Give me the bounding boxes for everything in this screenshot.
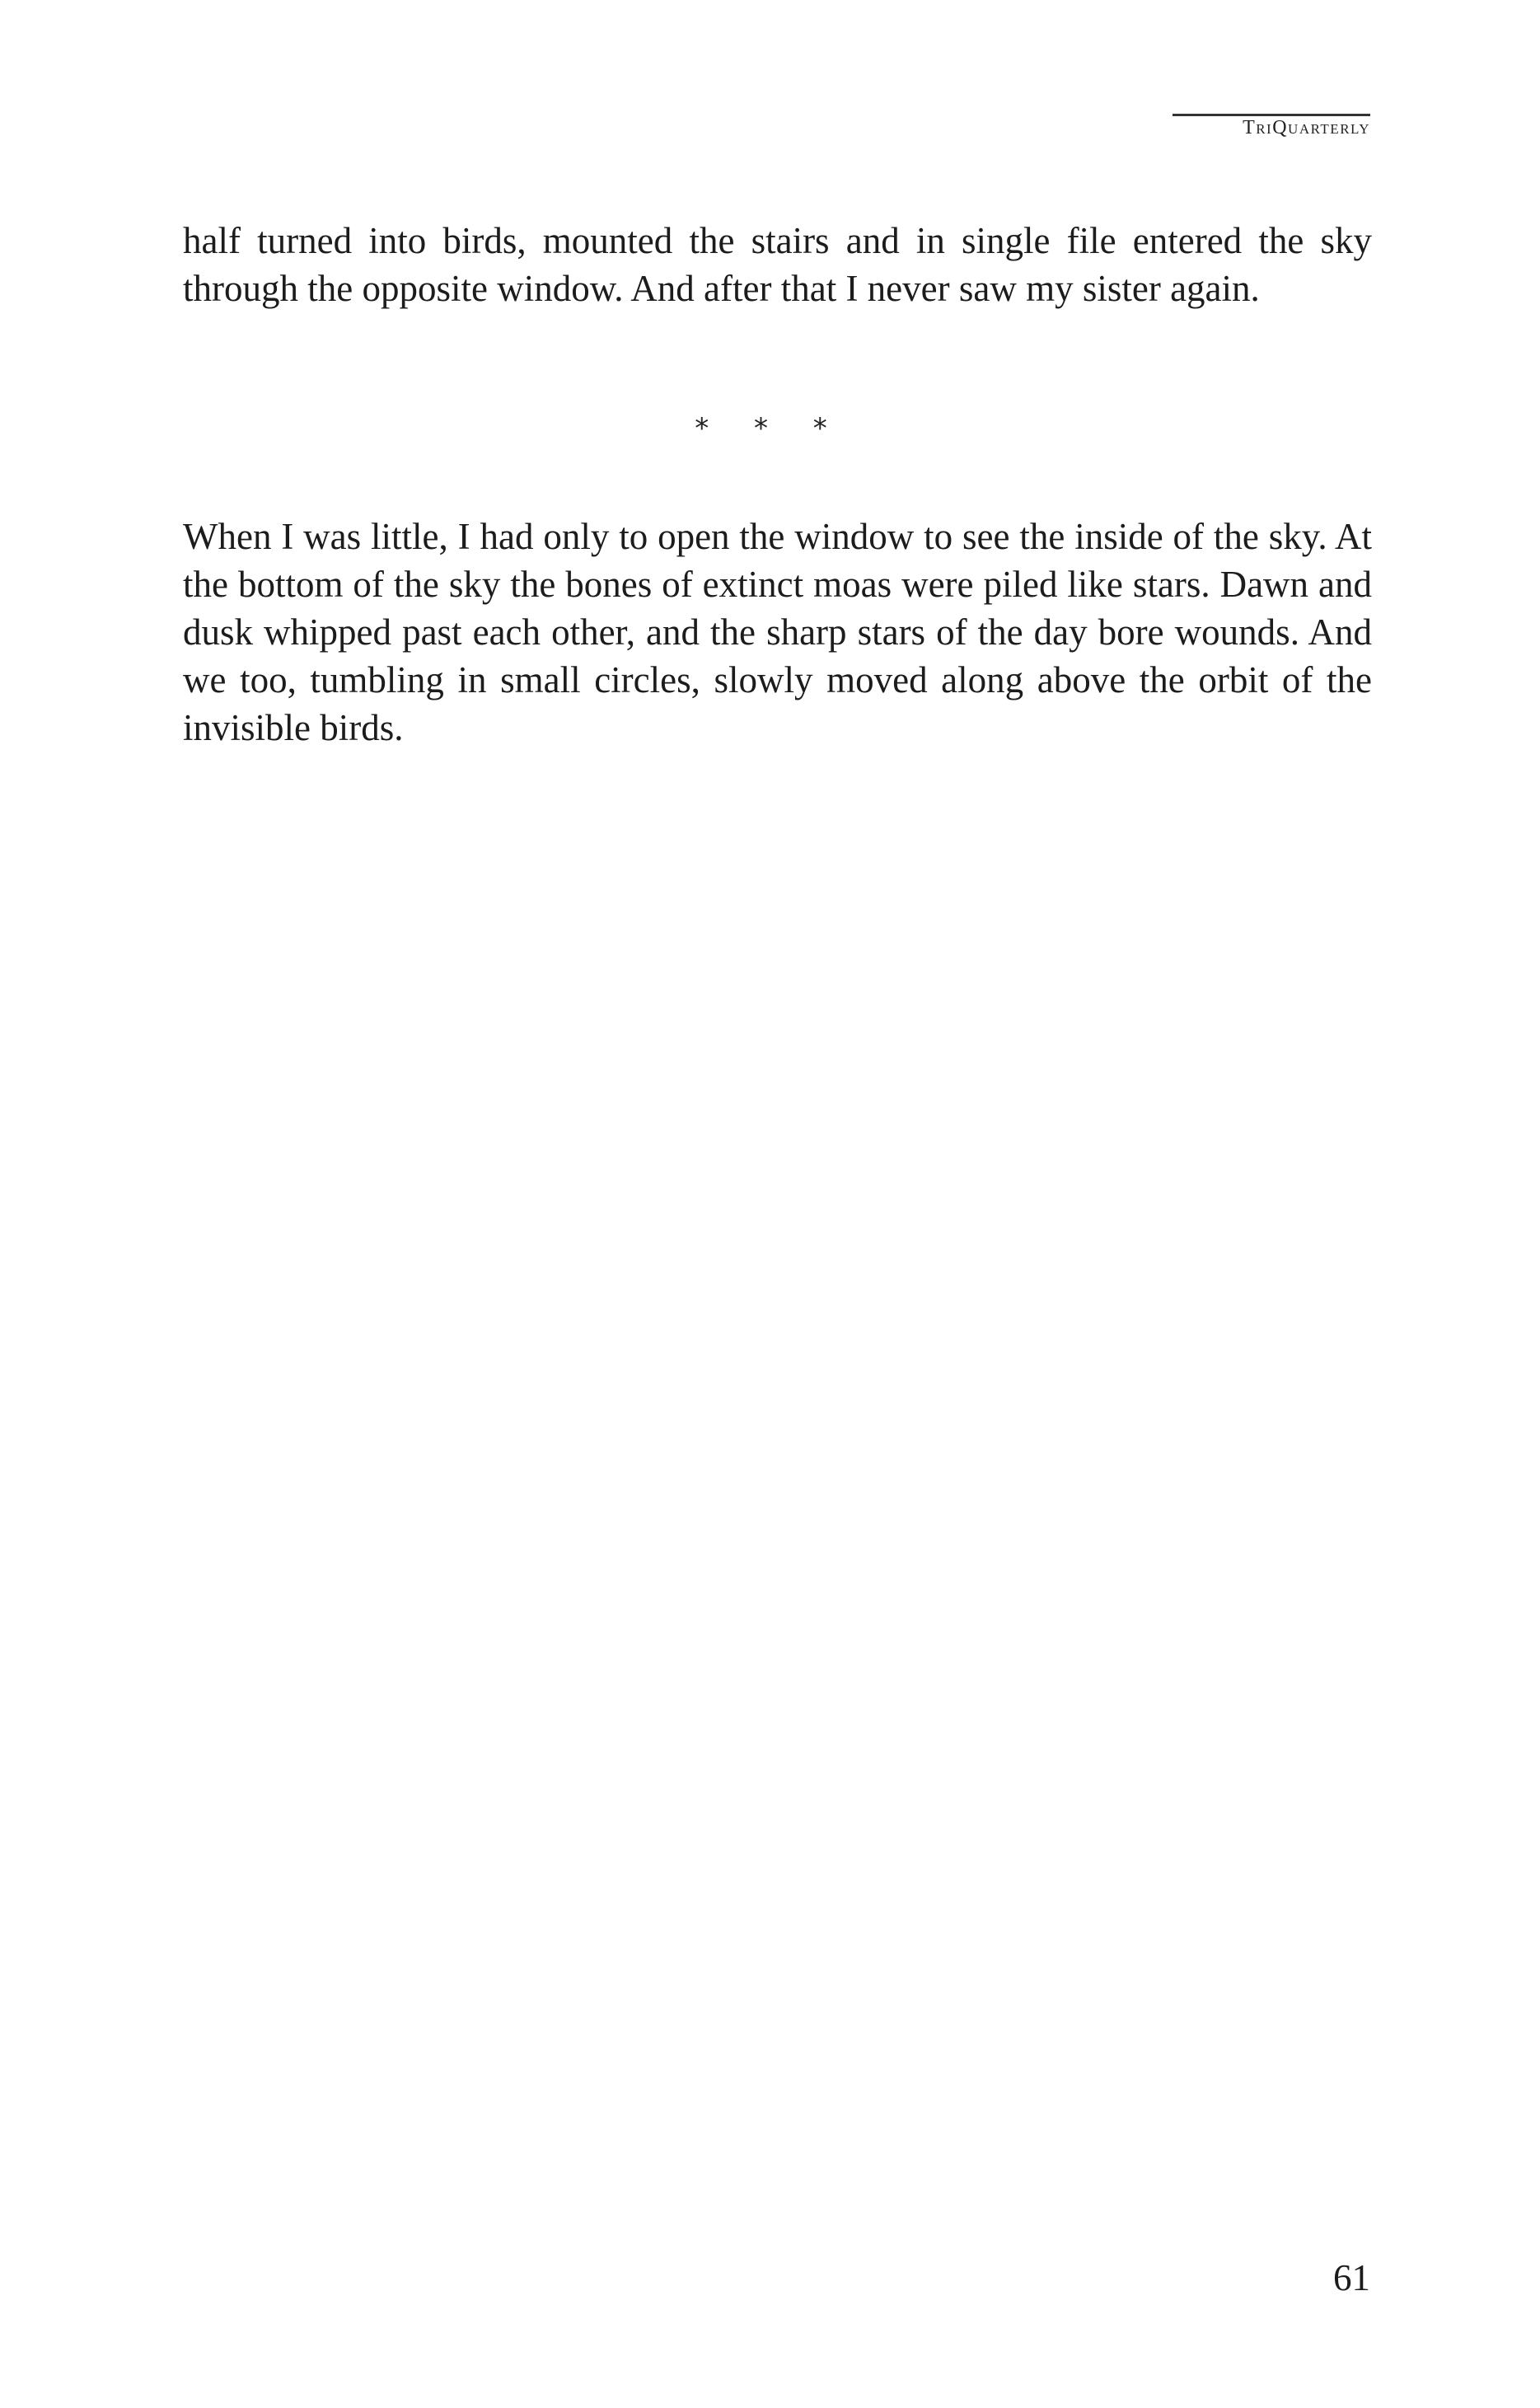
body-paragraph-2: When I was little, I had only to open the window to see the inside of the sky. At the bottom of the sky the bones of extinct moas were piled like stars. Dawn and dusk whipped past each other, and the sharp stars of the day bore wounds. And we too, tumbling in small circles, slowly moved along above the orbit of the invisible birds.: [183, 516, 1372, 748]
body-paragraph-1: half turned into birds, mounted the stairs and in single file entered the sky through the opposite window. And after that I never saw my sister again.: [183, 220, 1372, 309]
page-number: 61: [1333, 2257, 1370, 2298]
running-head: TriQuarterly: [1243, 117, 1370, 138]
section-break: * * *: [695, 412, 845, 445]
running-head-rule: [1173, 114, 1370, 116]
